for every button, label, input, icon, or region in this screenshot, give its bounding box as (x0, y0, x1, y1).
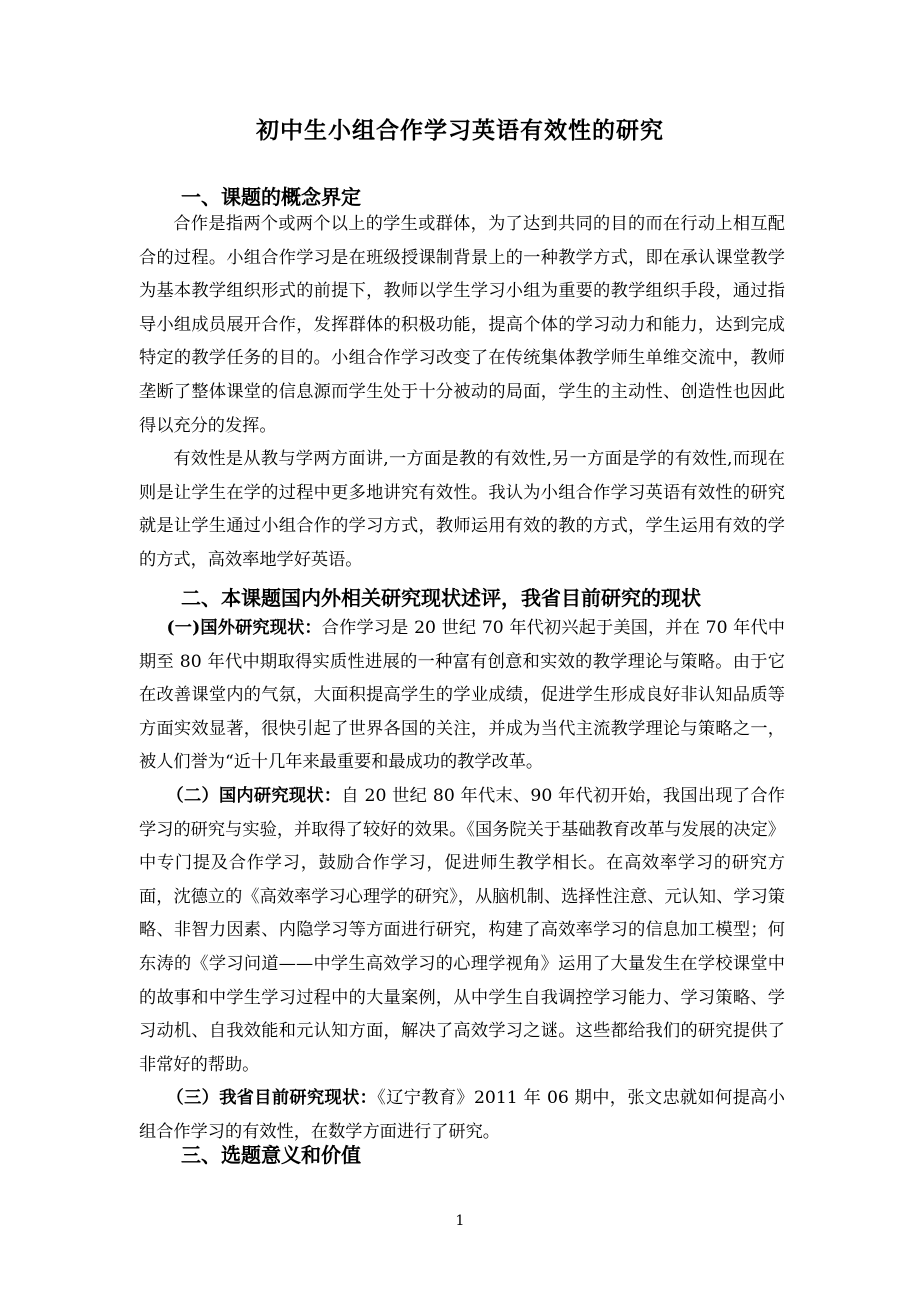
paragraph-domestic-research (139, 780, 785, 1082)
section-heading-concept: 一、课题的概念界定 (181, 185, 361, 209)
paragraph-cooperation-definition: 合作是指两个或两个以上的学生或群体，为了达到共同的目的而在行动上相互配合的过程。小组合作学习是在班级授课制背景上的一种教学方式，即在承认课堂教学为基本教学组织形式的前提下，教师以学生学习小组为重要的教学组织手段，通过指导小组成员展开合作，发挥群体的积极功能，提高个体的学习动力和能力，达到完成特定的教学任务的目的。小组合作学习改变了在传统集体教学师生单维交流中，教师垄断了整体课堂的信息源而学生处于十分被动的局面，学生的主动性、创造性也因此得以充分的发挥。 (139, 214, 785, 436)
section-body-research-status (139, 612, 785, 1150)
paragraph-effectiveness-definition: 有效性是从教与学两方面讲,一方面是教的有效性,另一方面是学的有效性,而现在则是让学生在学的过程中更多地讲究有效性。我认为小组合作学习英语有效性的研究就是让学生通过小组合作的学习方式，教师运用有效的教的方式，学生运用有效的学的方式，高效率地学好英语。 (139, 449, 785, 570)
label-foreign-research: (一)国外研究现状： (166, 618, 322, 638)
section-heading-research-status: 二、本课题国内外相关研究现状述评，我省目前研究的现状 (181, 586, 701, 610)
text-domestic-research: 自 20 世纪 80 年代末、90 年代初开始，我国出现了合作学习的研究与实验，并取得了较好的效果。《国务院关于基础教育改革与发展的决定》中专门提及合作学习，鼓励合作学习，促进师生教学相长。在高效率学习的研究方面，沈德立的《高效率学习心理学的研究》，从脑机制、选择性注意、元认知、学习策略、非智力因素、内隐学习等方面进行研究，构建了高效率学习的信息加工模型；何东涛的《学习问道——中学生高效学习的心理学视角》运用了大量发生在学校课堂中的故事和中学生学习过程中的大量案例，从中学生自我调控学习能力、学习策略、学习动机、自我效能和元认知方面，解决了高效学习之谜。这些都给我们的研究提供了非常好的帮助。 (139, 785, 785, 1075)
paragraph-foreign-research (139, 612, 785, 780)
label-provincial-research: （三）我省目前研究现状： (166, 1088, 378, 1109)
section-body-concept (139, 208, 785, 578)
document-title: 初中生小组合作学习英语有效性的研究 (256, 117, 664, 144)
text-foreign-research: 合作学习是 20 世纪 70 年代初兴起于美国，并在 70 年代中期至 80 年代中期取得实质性进展的一种富有创意和实效的教学理论与策略。由于它在改善课堂内的气氛，大面积提高学生的学业成绩，促进学生形成良好非认知品质等方面实效显著，很快引起了世界各国的关注，并成为当代主流教学理论与策略之一，被人们誉为“近十几年来最重要和最成功的教学改革。 (139, 618, 785, 773)
page-number: 1 (455, 1213, 465, 1229)
label-domestic-research: （二）国内研究现状： (166, 785, 342, 806)
section-heading-significance: 三、选题意义和价值 (181, 1143, 361, 1167)
text-provincial-research: 《辽宁教育》2011 年 06 期中，张文忠就如何提高小组合作学习的有效性，在数学方面进行了研究。 (139, 1088, 785, 1142)
